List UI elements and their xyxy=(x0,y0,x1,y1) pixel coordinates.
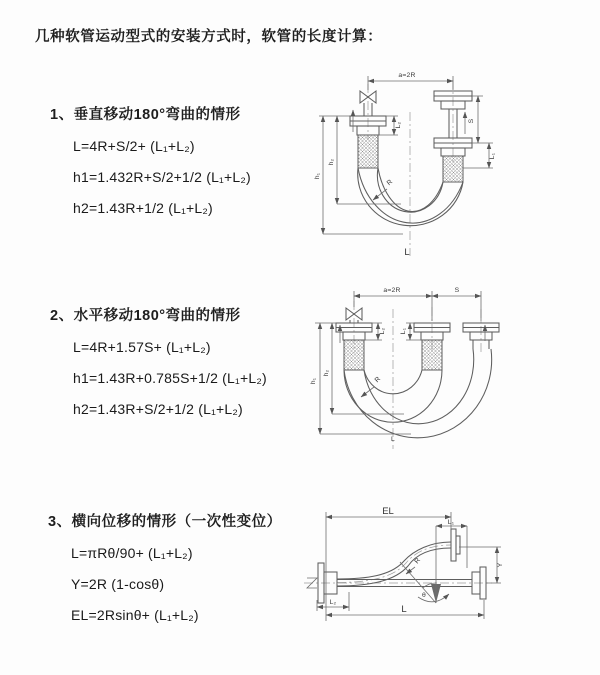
dim-label-fit-right: L₁ xyxy=(489,152,496,160)
formula-EL: EL=2Rsinθ+ (L₁+L₂) xyxy=(71,607,199,623)
dim-label-fit-left: L₂ xyxy=(395,121,402,129)
formula-height-h2: h2=1.43R+1/2 (L₁+L₂) xyxy=(73,200,213,216)
left-pipe-assembly xyxy=(336,320,372,370)
dim-label-h1: h₁ xyxy=(314,172,321,180)
section-2-heading: 2、水平移动180°弯曲的情形 xyxy=(50,308,241,324)
dim-label-width: a=2R xyxy=(398,72,416,79)
section-horizontal-180-bend xyxy=(50,304,267,432)
braid-sleeve xyxy=(422,340,442,370)
section-1-heading: 1、垂直移动180°弯曲的情形 xyxy=(50,107,241,123)
diagram-vertical-180-bend xyxy=(303,64,595,266)
formula-height-h2: h2=1.43R+S/2+1/2 (L₁+L₂) xyxy=(73,401,243,417)
centerlines xyxy=(368,80,453,256)
section-lateral-displacement xyxy=(48,510,282,638)
dim-label-y: Y xyxy=(497,562,504,568)
dim-label-el: EL xyxy=(382,506,394,517)
diagram-horizontal-180-bend xyxy=(299,281,599,464)
centerlines xyxy=(304,545,492,583)
diagram-lateral-displacement xyxy=(296,496,600,651)
formula-length-L: L=πRθ/90+ (L₁+L₂) xyxy=(71,545,193,561)
braid-sleeve xyxy=(358,135,378,168)
dim-label-radius: R xyxy=(413,556,423,566)
dim-label-h1: h₁ xyxy=(310,377,317,385)
dim-label-length: L xyxy=(404,247,410,258)
dim-label-h2: h₂ xyxy=(328,158,335,166)
dim-label-theta: θ xyxy=(422,592,426,599)
braid-sleeve xyxy=(443,156,463,182)
braid-sleeve xyxy=(344,340,364,370)
dim-label-width: a=2R xyxy=(383,287,401,294)
section-3-heading: 3、横向位移的情形（一次性变位） xyxy=(48,514,282,530)
formula-length-L: L=4R+1.57S+ (L₁+L₂) xyxy=(73,339,211,355)
dim-label-fit-mid: L₁ xyxy=(400,327,407,335)
dim-label-fit-right: L₁ xyxy=(447,519,455,526)
formula-length-L: L=4R+S/2+ (L₁+L₂) xyxy=(73,138,195,154)
formula-height-h1: h1=1.43R+0.785S+1/2 (L₁+L₂) xyxy=(73,370,267,386)
section-vertical-180-bend xyxy=(50,103,251,231)
dim-label-fit-left: L₂ xyxy=(379,327,386,335)
dim-label-stroke: S xyxy=(454,287,460,294)
dimension-lines xyxy=(317,512,501,621)
dim-label-length: L xyxy=(391,436,395,443)
dim-label-fit-left: L₂ xyxy=(329,599,337,606)
formula-offset-Y: Y=2R (1-cosθ) xyxy=(71,576,165,592)
left-pipe-assembly xyxy=(350,103,386,168)
dim-label-length: L xyxy=(401,604,407,615)
dim-label-stroke: S xyxy=(468,118,475,124)
dimension-lines xyxy=(315,291,485,434)
formula-height-h1: h1=1.432R+S/2+1/2 (L₁+L₂) xyxy=(73,169,251,185)
dim-label-radius: R xyxy=(385,178,395,188)
dim-label-h2: h₂ xyxy=(323,369,330,377)
upper-flange-assembly xyxy=(451,529,460,561)
page-title: 几种软管运动型式的安装方式时，软管的长度计算： xyxy=(35,29,383,45)
dim-label-radius: R xyxy=(373,375,383,385)
